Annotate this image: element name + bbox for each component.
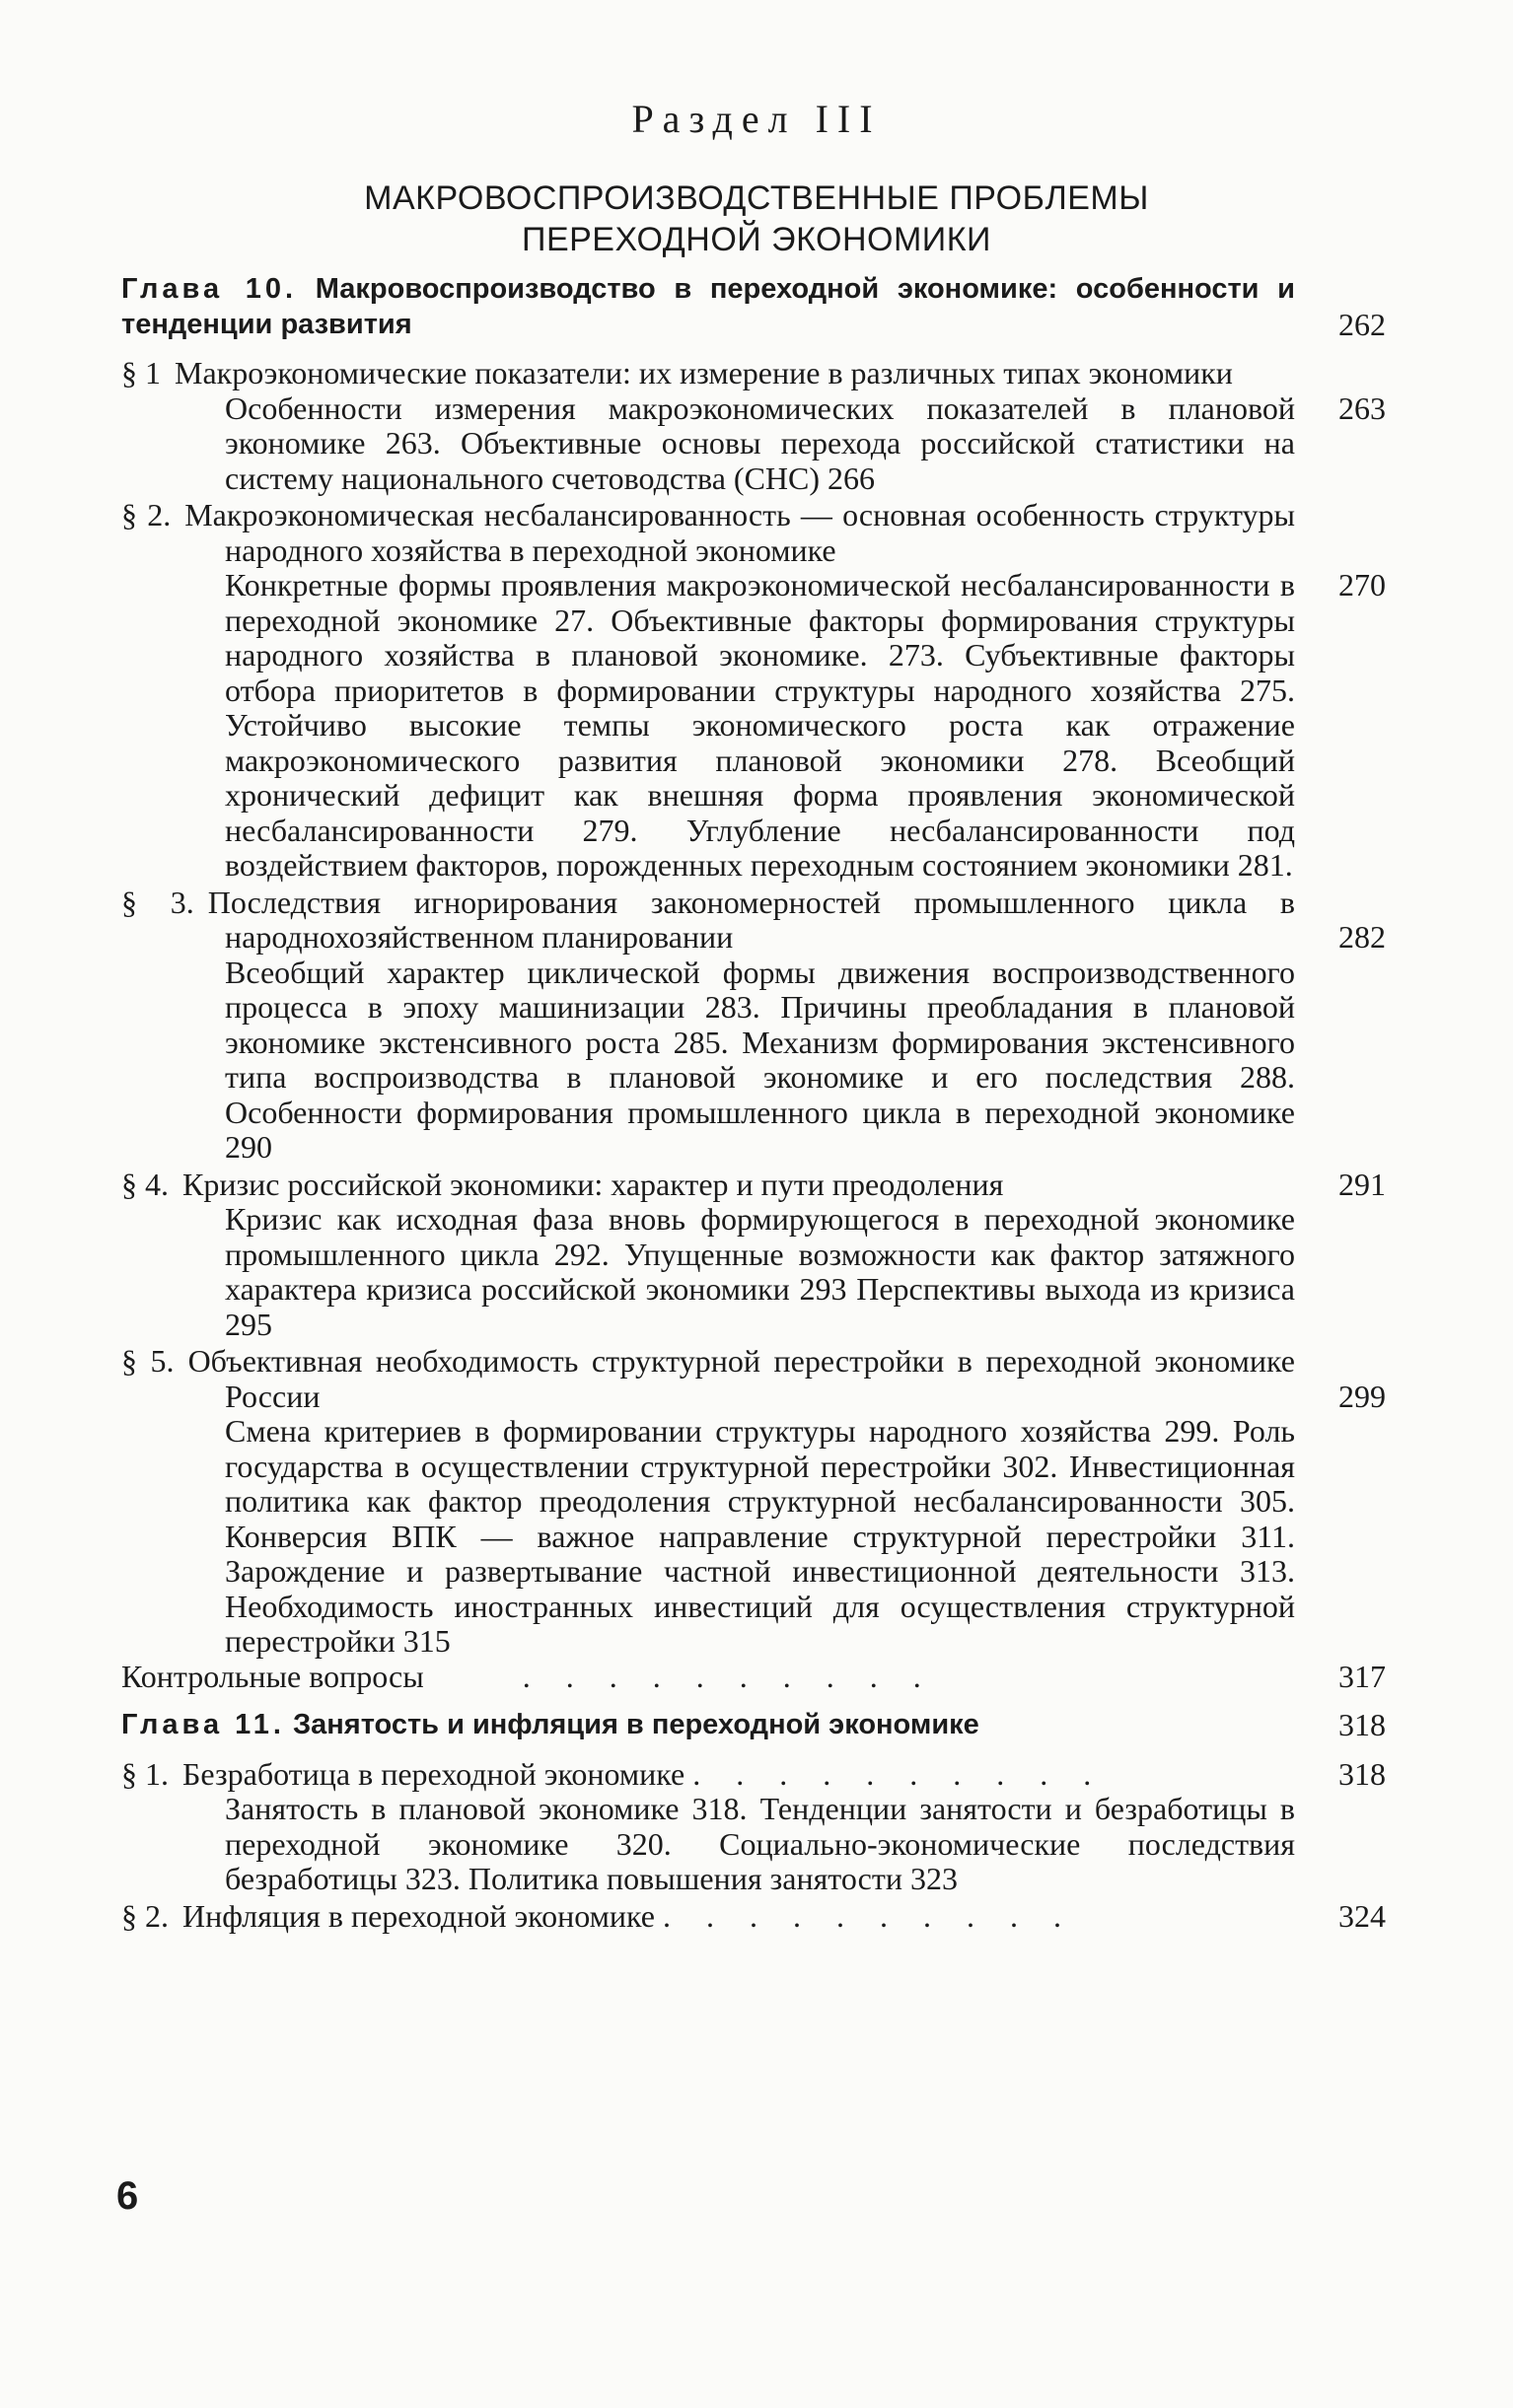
page-number: 263 xyxy=(1338,390,1386,426)
chapter-label: Глава 10. xyxy=(121,273,298,305)
section-heading xyxy=(121,498,1386,568)
section-number: § 5. xyxy=(121,1343,175,1379)
section-topics: Кризис как исходная фаза вновь формирующегося в переходной экономике промышленного цикла 292. Упущенные возможности как фактор затяжного характера кризиса российской экономики 293 Перспективы выхода из кризиса 295 xyxy=(225,1201,1295,1342)
section-topics: Занятость в плановой экономике 318. Тенденции занятости и безработицы в переходной экономике 320. Социально-экономические последствия безработицы 323. Политика повышения занятости 323 xyxy=(225,1791,1295,1896)
section-heading xyxy=(121,885,1386,956)
page-number: 282 xyxy=(1338,919,1386,955)
chapter-title: Занятость и инфляция в переходной экономике xyxy=(292,1709,979,1740)
page-number: 270 xyxy=(1338,567,1386,602)
leader-dots: . . . . . . . . . . xyxy=(662,1897,1075,1934)
section-topics: Смена критериев в формировании структуры народного хозяйства 299. Роль государства в осуществлении структурной перестройки 302. Инвестиционная политика как фактор преодоления структурной несбалансированности 305. Конверсия ВПК — важное направление структурной перестройки 311. Зарождение и развертывание частной инвестиционной деятельности 313. Необходимость иностранных инвестиций для осуществления структурной перестройки 315 xyxy=(225,1413,1295,1659)
chapter-label: Глава 11. xyxy=(121,1709,285,1740)
section-number: § 1 xyxy=(121,355,161,390)
toc-section[interactable] xyxy=(121,356,1386,496)
page-number: 318 xyxy=(1338,1755,1386,1792)
leader-dots: . . . . . . . . . . xyxy=(692,1755,1106,1792)
part-title-line-2: ПЕРЕХОДНОЙ ЭКОНОМИКИ xyxy=(522,221,991,258)
leader-dots: . . . . . . . . . . xyxy=(522,1658,935,1694)
toc-chapter-11[interactable] xyxy=(121,1708,1386,1743)
toc-section[interactable] xyxy=(121,1344,1386,1660)
section-heading xyxy=(121,1899,1386,1935)
part-title-line-1: МАКРОВОСПРОИЗВОДСТВЕННЫЕ ПРОБЛЕМЫ xyxy=(364,179,1149,217)
toc-section[interactable] xyxy=(121,1899,1386,1935)
toc-section[interactable] xyxy=(121,1168,1386,1343)
page-number: 324 xyxy=(1338,1897,1386,1934)
chapter-heading xyxy=(121,1708,1386,1743)
section-number: § 2. xyxy=(121,1897,169,1934)
toc-chapter-10[interactable] xyxy=(121,272,1386,342)
part-title xyxy=(0,177,1513,260)
toc-control-questions[interactable] xyxy=(121,1660,1386,1695)
section-heading xyxy=(121,1757,1386,1793)
section-heading xyxy=(121,356,1386,391)
folio-page-number: 6 xyxy=(116,2174,139,2218)
section-title: Безработица в переходной экономике xyxy=(182,1755,685,1792)
section-heading xyxy=(121,1344,1386,1414)
page-number: 262 xyxy=(1338,306,1386,342)
section-topics: Особенности измерения макроэкономических показателей в плановой экономике 263. Объективные основы перехода российской статистики на систему национального счетоводства (СНС) 266 xyxy=(225,390,1295,496)
section-title: Кризис российской экономики: характер и пути преодоления xyxy=(182,1166,1004,1202)
page-number: 299 xyxy=(1338,1378,1386,1414)
page-number: 318 xyxy=(1338,1707,1386,1742)
section-number: § 4. xyxy=(121,1166,169,1202)
table-of-contents xyxy=(121,272,1386,1934)
toc-section[interactable] xyxy=(121,885,1386,1166)
control-questions-label: Контрольные вопросы xyxy=(121,1658,424,1694)
page-number: 291 xyxy=(1338,1166,1386,1202)
section-title: Макроэкономическая несбалансированность — основная особенность структуры народного хозяйства в переходной экономике xyxy=(184,497,1296,568)
section-heading xyxy=(121,1168,1386,1203)
chapter-title: Макровоспроизводство в переходной экономике: особенности и тенденции развития xyxy=(121,273,1295,340)
page-number: 317 xyxy=(1338,1658,1386,1694)
section-number: § 3. xyxy=(121,884,194,920)
section-title: Объективная необходимость структурной перестройки в переходной экономике России xyxy=(187,1343,1296,1414)
section-topics: Всеобщий характер циклической формы движения воспроизводственного процесса в эпоху машинизации 283. Причины преобладания в плановой экономике экстенсивного роста 285. Механизм формирования экстенсивного типа воспроизводства в плановой экономике и его последствия 288. Особенности формирования промышленного цикла в переходной экономике 290 xyxy=(225,954,1295,1165)
section-title: Инфляция в переходной экономике xyxy=(182,1897,655,1934)
section-title: Последствия игнорирования закономерностей промышленного цикла в народнохозяйственном планировании xyxy=(207,884,1296,955)
toc-section[interactable] xyxy=(121,498,1386,884)
section-number: § 2. xyxy=(121,497,172,532)
section-topics: Конкретные формы проявления макроэкономической несбалансированности в переходной экономике 27. Объективные факторы формирования структуры народного хозяйства в плановой экономике. 273. Субъективные факторы отбора приоритетов в формировании структуры народного хозяйства 275. Устойчиво высокие темпы экономического роста как отражение макроэкономического развития плановой экономики 278. Всеобщий хронический дефицит как внешняя форма проявления экономической несбалансированности 279. Углубление несбалансированности под воздействием факторов, порожденных переходным состоянием экономики 281. xyxy=(225,567,1295,883)
section-title: Макроэкономические показатели: их измерение в различных типах экономики xyxy=(175,355,1233,390)
chapter-heading xyxy=(121,272,1386,342)
section-label: Раздел III xyxy=(631,97,882,141)
toc-section[interactable] xyxy=(121,1757,1386,1897)
section-number: § 1. xyxy=(121,1755,169,1792)
